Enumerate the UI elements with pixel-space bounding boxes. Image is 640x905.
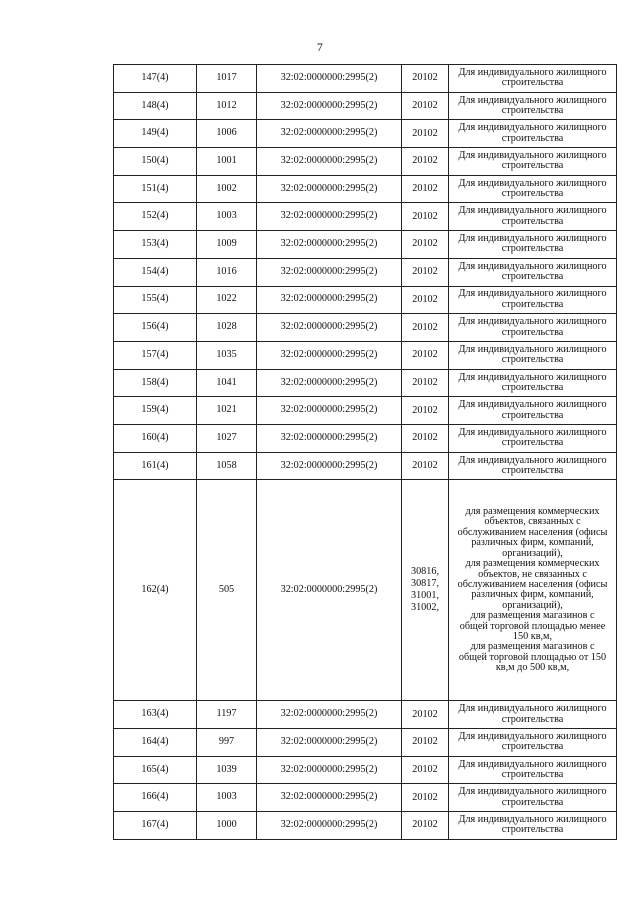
permitted-use-cell [449,784,617,812]
permitted-use-line: Для индивидуального жилищного [458,814,607,825]
use-code-cell [402,175,449,203]
permitted-use-line: строительства [501,188,564,200]
use-code-cell [402,314,449,342]
plot-number-cell: 1197 [197,701,257,729]
permitted-use-cell [449,92,617,120]
permitted-use-cell [449,286,617,314]
table-row [114,314,617,342]
row-number-cell: 161(4) [114,452,197,480]
row-number-cell: 157(4) [114,341,197,369]
row-number-cell: 166(4) [114,784,197,812]
permitted-use-line: строительства [501,824,564,836]
permitted-use-line: различных фирм, компаний, [471,589,594,601]
page-number: 7 [316,40,324,54]
permitted-use-line: общей торговой площадью менее [459,620,606,632]
permitted-use-line: строительства [501,77,564,89]
permitted-use-line: строительства [501,741,564,753]
plot-number-cell: 505 [197,480,257,701]
permitted-use-line: организаций), [502,599,563,611]
row-number-cell: 154(4) [114,258,197,286]
use-code: 20102 [412,432,438,444]
permitted-use-line: Для индивидуального жилищного [458,288,607,300]
use-code-cell [402,452,449,480]
permitted-use-line: объектов, связанных с [484,516,581,528]
permitted-use-line: Для индивидуального жилищного [458,66,607,78]
table-row [114,175,617,203]
cadastral-number-cell: 32:02:0000000:2995(2) [257,314,402,342]
table-row [114,812,617,840]
plot-number-cell: 1000 [197,812,257,840]
permitted-use-line: строительства [501,769,564,781]
table-row [114,452,617,480]
permitted-use-line: Для индивидуального жилищного [458,94,607,106]
permitted-use-cell [449,65,617,93]
plot-number-cell: 1016 [197,258,257,286]
permitted-use-line: строительства [501,796,564,808]
plot-number-cell: 1027 [197,424,257,452]
cadastral-number-cell: 32:02:0000000:2995(2) [257,92,402,120]
permitted-use-line: строительства [501,381,564,393]
permitted-use-cell [449,480,617,701]
permitted-use-line: Для индивидуального жилищного [458,703,607,715]
permitted-use-line: кв,м до 500 кв,м, [495,662,570,674]
permitted-use-line: строительства [501,243,564,255]
use-code: 20102 [412,183,438,195]
permitted-use-line: строительства [501,713,564,725]
permitted-use-line: строительства [501,271,564,283]
cadastral-number-cell: 32:02:0000000:2995(2) [257,729,402,757]
permitted-use-cell [449,314,617,342]
plot-number-cell: 1006 [197,120,257,148]
permitted-use-cell [449,701,617,729]
use-code: 20102 [412,819,438,831]
use-code: 20102 [412,736,438,748]
permitted-use-line: Для индивидуального жилищного [458,122,607,134]
use-code-cell [402,92,449,120]
plot-number-cell: 1001 [197,148,257,176]
use-code: 31002, [410,602,439,614]
use-code-cell [402,701,449,729]
cadastral-number-cell: 32:02:0000000:2995(2) [257,452,402,480]
row-number-cell: 155(4) [114,286,197,314]
use-code-cell [402,369,449,397]
row-number-cell: 159(4) [114,397,197,425]
table-row [114,231,617,259]
use-code: 20102 [412,791,438,803]
permitted-use-line: Для индивидуального жилищного [458,343,607,355]
permitted-use-line: для размещения коммерческих [465,558,600,570]
use-code: 20102 [412,210,438,222]
permitted-use-cell [449,231,617,259]
permitted-use-line: строительства [501,354,564,366]
permitted-use-line: строительства [501,160,564,172]
use-code: 20102 [412,238,438,250]
row-number-cell: 149(4) [114,120,197,148]
cadastral-number-cell: 32:02:0000000:2995(2) [257,784,402,812]
permitted-use-line: для размещения коммерческих [465,506,600,518]
plot-number-cell: 997 [197,729,257,757]
table-row [114,92,617,120]
permitted-use-cell [449,729,617,757]
plot-number-cell: 1028 [197,314,257,342]
cadastral-number-cell: 32:02:0000000:2995(2) [257,341,402,369]
plot-number-cell: 1003 [197,203,257,231]
plot-number-cell: 1012 [197,92,257,120]
use-code-cell [402,784,449,812]
permitted-use-line: строительства [501,215,564,227]
row-number-cell: 150(4) [114,148,197,176]
row-number-cell: 153(4) [114,231,197,259]
use-code: 20102 [412,155,438,167]
table-row [114,424,617,452]
row-number-cell: 158(4) [114,369,197,397]
row-number-cell: 163(4) [114,701,197,729]
plot-number-cell: 1022 [197,286,257,314]
permitted-use-line: Для индивидуального жилищного [458,454,607,466]
row-number-cell: 165(4) [114,756,197,784]
permitted-use-cell [449,258,617,286]
cadastral-number-cell: 32:02:0000000:2995(2) [257,286,402,314]
permitted-use-cell [449,424,617,452]
register-table [113,64,617,840]
use-code: 20102 [412,459,438,471]
plot-number-cell: 1017 [197,65,257,93]
cadastral-number-cell: 32:02:0000000:2995(2) [257,397,402,425]
cadastral-number-cell: 32:02:0000000:2995(2) [257,65,402,93]
table-row [114,397,617,425]
use-code-cell [402,286,449,314]
use-code: 20102 [412,100,438,112]
permitted-use-line: для размещения магазинов с [470,641,595,653]
row-number-cell: 156(4) [114,314,197,342]
cadastral-number-cell: 32:02:0000000:2995(2) [257,258,402,286]
use-code: 20102 [412,349,438,361]
use-code: 31001, [410,590,439,602]
permitted-use-line: организаций), [502,547,563,559]
permitted-use-line: Для индивидуального жилищного [458,205,607,217]
cadastral-number-cell: 32:02:0000000:2995(2) [257,812,402,840]
permitted-use-line: Для индивидуального жилищного [458,730,607,742]
table-row [114,784,617,812]
use-code: 20102 [412,764,438,776]
use-code-cell [402,812,449,840]
table-row [114,203,617,231]
use-code-cell [402,148,449,176]
permitted-use-cell [449,120,617,148]
table-row [114,369,617,397]
permitted-use-line: Для индивидуального жилищного [458,786,607,798]
cadastral-number-cell: 32:02:0000000:2995(2) [257,424,402,452]
permitted-use-line: обслуживанием населения (офисы [457,526,608,538]
plot-number-cell: 1035 [197,341,257,369]
permitted-use-line: строительства [501,437,564,449]
permitted-use-cell [449,369,617,397]
use-code-cell [402,341,449,369]
use-code: 20102 [412,127,438,139]
permitted-use-line: различных фирм, компаний, [471,537,594,549]
permitted-use-line: строительства [501,409,564,421]
use-code: 20102 [412,72,438,84]
table-row [114,480,617,701]
row-number-cell: 152(4) [114,203,197,231]
use-code: 30816, [410,566,439,578]
table-row [114,701,617,729]
permitted-use-cell [449,812,617,840]
use-code: 20102 [412,376,438,388]
cadastral-number-cell: 32:02:0000000:2995(2) [257,231,402,259]
permitted-use-cell [449,175,617,203]
permitted-use-line: общей торговой площадью от 150 [458,651,607,663]
plot-number-cell: 1058 [197,452,257,480]
permitted-use-line: Для индивидуального жилищного [458,758,607,770]
table-row [114,756,617,784]
use-code: 20102 [412,293,438,305]
register-table-body [114,65,617,840]
permitted-use-line: обслуживанием населения (офисы [457,578,608,590]
table-row [114,729,617,757]
use-code-cell [402,65,449,93]
permitted-use-cell [449,203,617,231]
permitted-use-line: строительства [501,105,564,117]
permitted-use-line: Для индивидуального жилищного [458,260,607,272]
permitted-use-cell [449,397,617,425]
table-row [114,258,617,286]
permitted-use-line: 150 кв,м, [512,630,553,642]
permitted-use-line: строительства [501,326,564,338]
use-code-cell [402,424,449,452]
row-number-cell: 148(4) [114,92,197,120]
permitted-use-line: строительства [501,298,564,310]
permitted-use-line: Для индивидуального жилищного [458,177,607,189]
permitted-use-cell [449,756,617,784]
use-code-cell [402,120,449,148]
use-code: 20102 [412,321,438,333]
permitted-use-line: строительства [501,132,564,144]
permitted-use-line: Для индивидуального жилищного [458,316,607,328]
row-number-cell: 147(4) [114,65,197,93]
permitted-use-line: объектов, не связанных с [478,568,587,580]
cadastral-number-cell: 32:02:0000000:2995(2) [257,148,402,176]
use-code-cell [402,258,449,286]
row-number-cell: 162(4) [114,480,197,701]
use-code-cell [402,203,449,231]
use-code: 30817, [410,578,439,590]
plot-number-cell: 1021 [197,397,257,425]
row-number-cell: 167(4) [114,812,197,840]
row-number-cell: 151(4) [114,175,197,203]
permitted-use-line: Для индивидуального жилищного [458,233,607,245]
plot-number-cell: 1003 [197,784,257,812]
use-code: 20102 [412,266,438,278]
use-code-cell [402,231,449,259]
use-code-cell [402,756,449,784]
cadastral-number-cell: 32:02:0000000:2995(2) [257,701,402,729]
cadastral-number-cell: 32:02:0000000:2995(2) [257,120,402,148]
plot-number-cell: 1041 [197,369,257,397]
cadastral-number-cell: 32:02:0000000:2995(2) [257,756,402,784]
table-row [114,148,617,176]
table-row [114,286,617,314]
permitted-use-cell [449,452,617,480]
plot-number-cell: 1039 [197,756,257,784]
cadastral-number-cell: 32:02:0000000:2995(2) [257,175,402,203]
permitted-use-line: Для индивидуального жилищного [458,399,607,411]
permitted-use-cell [449,148,617,176]
permitted-use-line: Для индивидуального жилищного [458,371,607,383]
use-code-cell [402,729,449,757]
permitted-use-line: для размещения магазинов с [470,610,595,622]
row-number-cell: 164(4) [114,729,197,757]
use-code: 20102 [412,404,438,416]
permitted-use-cell [449,341,617,369]
cadastral-number-cell: 32:02:0000000:2995(2) [257,203,402,231]
permitted-use-line: Для индивидуального жилищного [458,150,607,161]
cadastral-number-cell: 32:02:0000000:2995(2) [257,480,402,701]
table-row [114,120,617,148]
cadastral-number-cell: 32:02:0000000:2995(2) [257,369,402,397]
use-code-cell [402,397,449,425]
use-code-cell [402,480,449,701]
permitted-use-line: строительства [501,464,564,476]
row-number-cell: 160(4) [114,424,197,452]
table-row [114,65,617,93]
use-code: 20102 [412,708,438,720]
permitted-use-line: Для индивидуального жилищного [458,426,607,438]
plot-number-cell: 1002 [197,175,257,203]
table-row [114,341,617,369]
plot-number-cell: 1009 [197,231,257,259]
